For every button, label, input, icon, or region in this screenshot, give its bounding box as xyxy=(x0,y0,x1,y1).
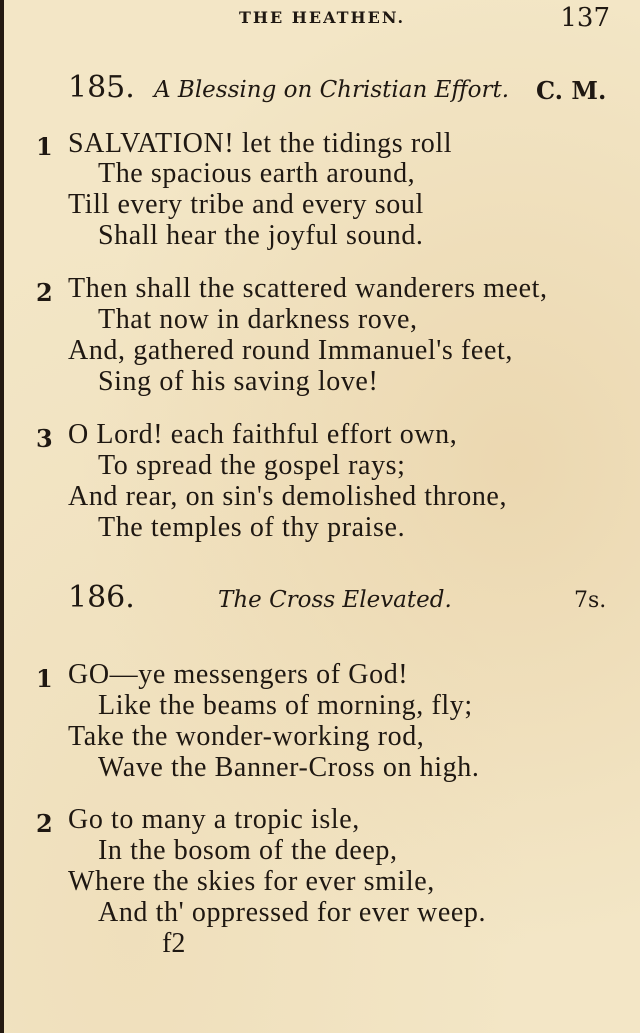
page-number: 137 xyxy=(560,3,610,33)
running-head: THE HEATHEN. xyxy=(238,8,406,27)
verse-number: 2 xyxy=(36,809,53,838)
verse-line: Then shall the scattered wanderers meet, xyxy=(68,273,548,304)
verse-line: And rear, on sin's demolished throne, xyxy=(68,481,508,512)
verse-number: 2 xyxy=(36,278,53,307)
hymn-number: 186. xyxy=(68,580,135,615)
verse-line: To spread the gospel rays; xyxy=(98,450,406,481)
hymn-title: The Cross Elevated. xyxy=(218,587,452,613)
verse-line: GO—ye messengers of God! xyxy=(68,659,409,690)
signature-mark: f2 xyxy=(162,928,186,959)
verse-line: Go to many a tropic isle, xyxy=(68,804,360,835)
verse-line: Shall hear the joyful sound. xyxy=(98,220,424,251)
hymn-number: 185. xyxy=(68,70,135,105)
verse-line: Like the beams of morning, fly; xyxy=(98,690,473,721)
verse-number: 1 xyxy=(36,664,53,693)
verse-line: The temples of thy praise. xyxy=(98,512,406,543)
book-page xyxy=(4,0,640,1033)
verse-number: 1 xyxy=(36,132,53,161)
verse-line: Take the wonder-working rod, xyxy=(68,721,425,752)
hymn-meter: C. M. xyxy=(536,76,607,105)
verse-number: 3 xyxy=(36,424,53,453)
verse-line: Where the skies for ever smile, xyxy=(68,866,435,897)
verse-line: The spacious earth around, xyxy=(98,158,416,189)
hymn-meter: 7s. xyxy=(574,588,607,613)
verse-line: In the bosom of the deep, xyxy=(98,835,398,866)
verse-line: Till every tribe and every soul xyxy=(68,189,424,220)
verse-line: Sing of his saving love! xyxy=(98,366,379,397)
verse-line: SALVATION! let the tidings roll xyxy=(68,128,453,159)
verse-line: O Lord! each faithful effort own, xyxy=(68,419,458,450)
verse-line: And th' oppressed for ever weep. xyxy=(98,897,487,928)
verse-line: Wave the Banner-Cross on high. xyxy=(98,752,480,783)
verse-line: That now in darkness rove, xyxy=(98,304,418,335)
hymn-title: A Blessing on Christian Effort. xyxy=(154,77,510,103)
verse-line: And, gathered round Immanuel's feet, xyxy=(68,335,513,366)
